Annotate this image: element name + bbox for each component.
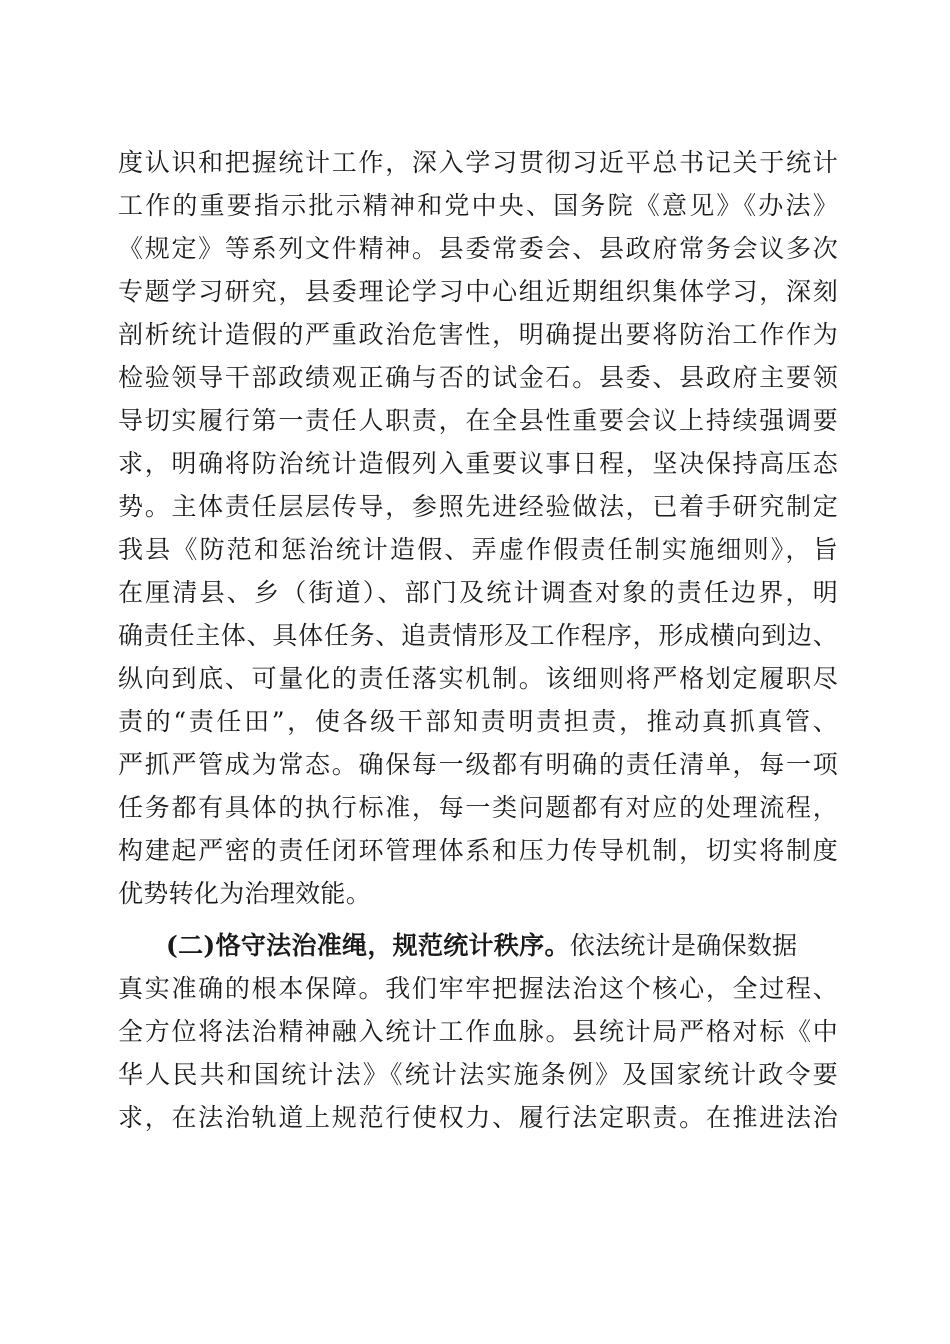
text-line: 我县《防范和惩治统计造假、弄虚作假责任制实施细则》，旨 bbox=[118, 535, 838, 564]
text-line: 专题学习研究，县委理论学习中心组近期组织集体学习，深刻 bbox=[118, 277, 838, 306]
section-heading-rest: 依法统计是确保数据 bbox=[569, 931, 798, 960]
text-line: 工作的重要指示批示精神和党中央、国务院《意见》《办法》 bbox=[118, 191, 838, 220]
text-line: 华人民共和国统计法》《统计法实施条例》及国家统计政令要 bbox=[118, 1060, 838, 1089]
text-line: 导切实履行第一责任人职责，在全县性重要会议上持续强调要 bbox=[118, 406, 838, 435]
text-line: 优势转化为治理效能。 bbox=[118, 879, 372, 908]
text-line: 纵向到底、可量化的责任落实机制。该细则将严格划定履职尽 bbox=[118, 664, 838, 693]
section-heading: (二)恪守法治准绳，规范统计秩序。 bbox=[166, 931, 570, 960]
text-line: 真实准确的根本保障。我们牢牢把握法治这个核心，全过程、 bbox=[118, 974, 838, 1003]
text-line: 求，在法治轨道上规范行使权力、履行法定职责。在推进法治 bbox=[118, 1103, 838, 1132]
text-line: 任务都有具体的执行标准，每一类问题都有对应的处理流程， bbox=[118, 793, 838, 822]
text-line: 势。主体责任层层传导，参照先进经验做法，已着手研究制定 bbox=[118, 492, 838, 521]
text-line: 严抓严管成为常态。确保每一级都有明确的责任清单，每一项 bbox=[118, 750, 838, 779]
text-line: 检验领导干部政绩观正确与否的试金石。县委、县政府主要领 bbox=[118, 363, 838, 392]
section-heading-line bbox=[118, 924, 838, 967]
text-line: 责的“责任田”，使各级干部知责明责担责，推动真抓真管、 bbox=[118, 707, 838, 736]
text-line: 剖析统计造假的严重政治危害性，明确提出要将防治工作作为 bbox=[118, 320, 838, 349]
text-line: 确责任主体、具体任务、追责情形及工作程序，形成横向到边、 bbox=[118, 621, 838, 650]
text-line: 在厘清县、乡（街道）、部门及统计调查对象的责任边界，明 bbox=[118, 578, 838, 607]
text-line: 全方位将法治精神融入统计工作血脉。县统计局严格对标《中 bbox=[118, 1017, 838, 1046]
text-line: 求，明确将防治统计造假列入重要议事日程，坚决保持高压态 bbox=[118, 449, 838, 478]
text-line: 构建起严密的责任闭环管理体系和压力传导机制，切实将制度 bbox=[118, 836, 838, 865]
text-line: 度认识和把握统计工作，深入学习贯彻习近平总书记关于统计 bbox=[118, 148, 838, 177]
document-body bbox=[118, 141, 838, 1139]
text-line: 《规定》等系列文件精神。县委常委会、县政府常务会议多次 bbox=[118, 234, 838, 263]
